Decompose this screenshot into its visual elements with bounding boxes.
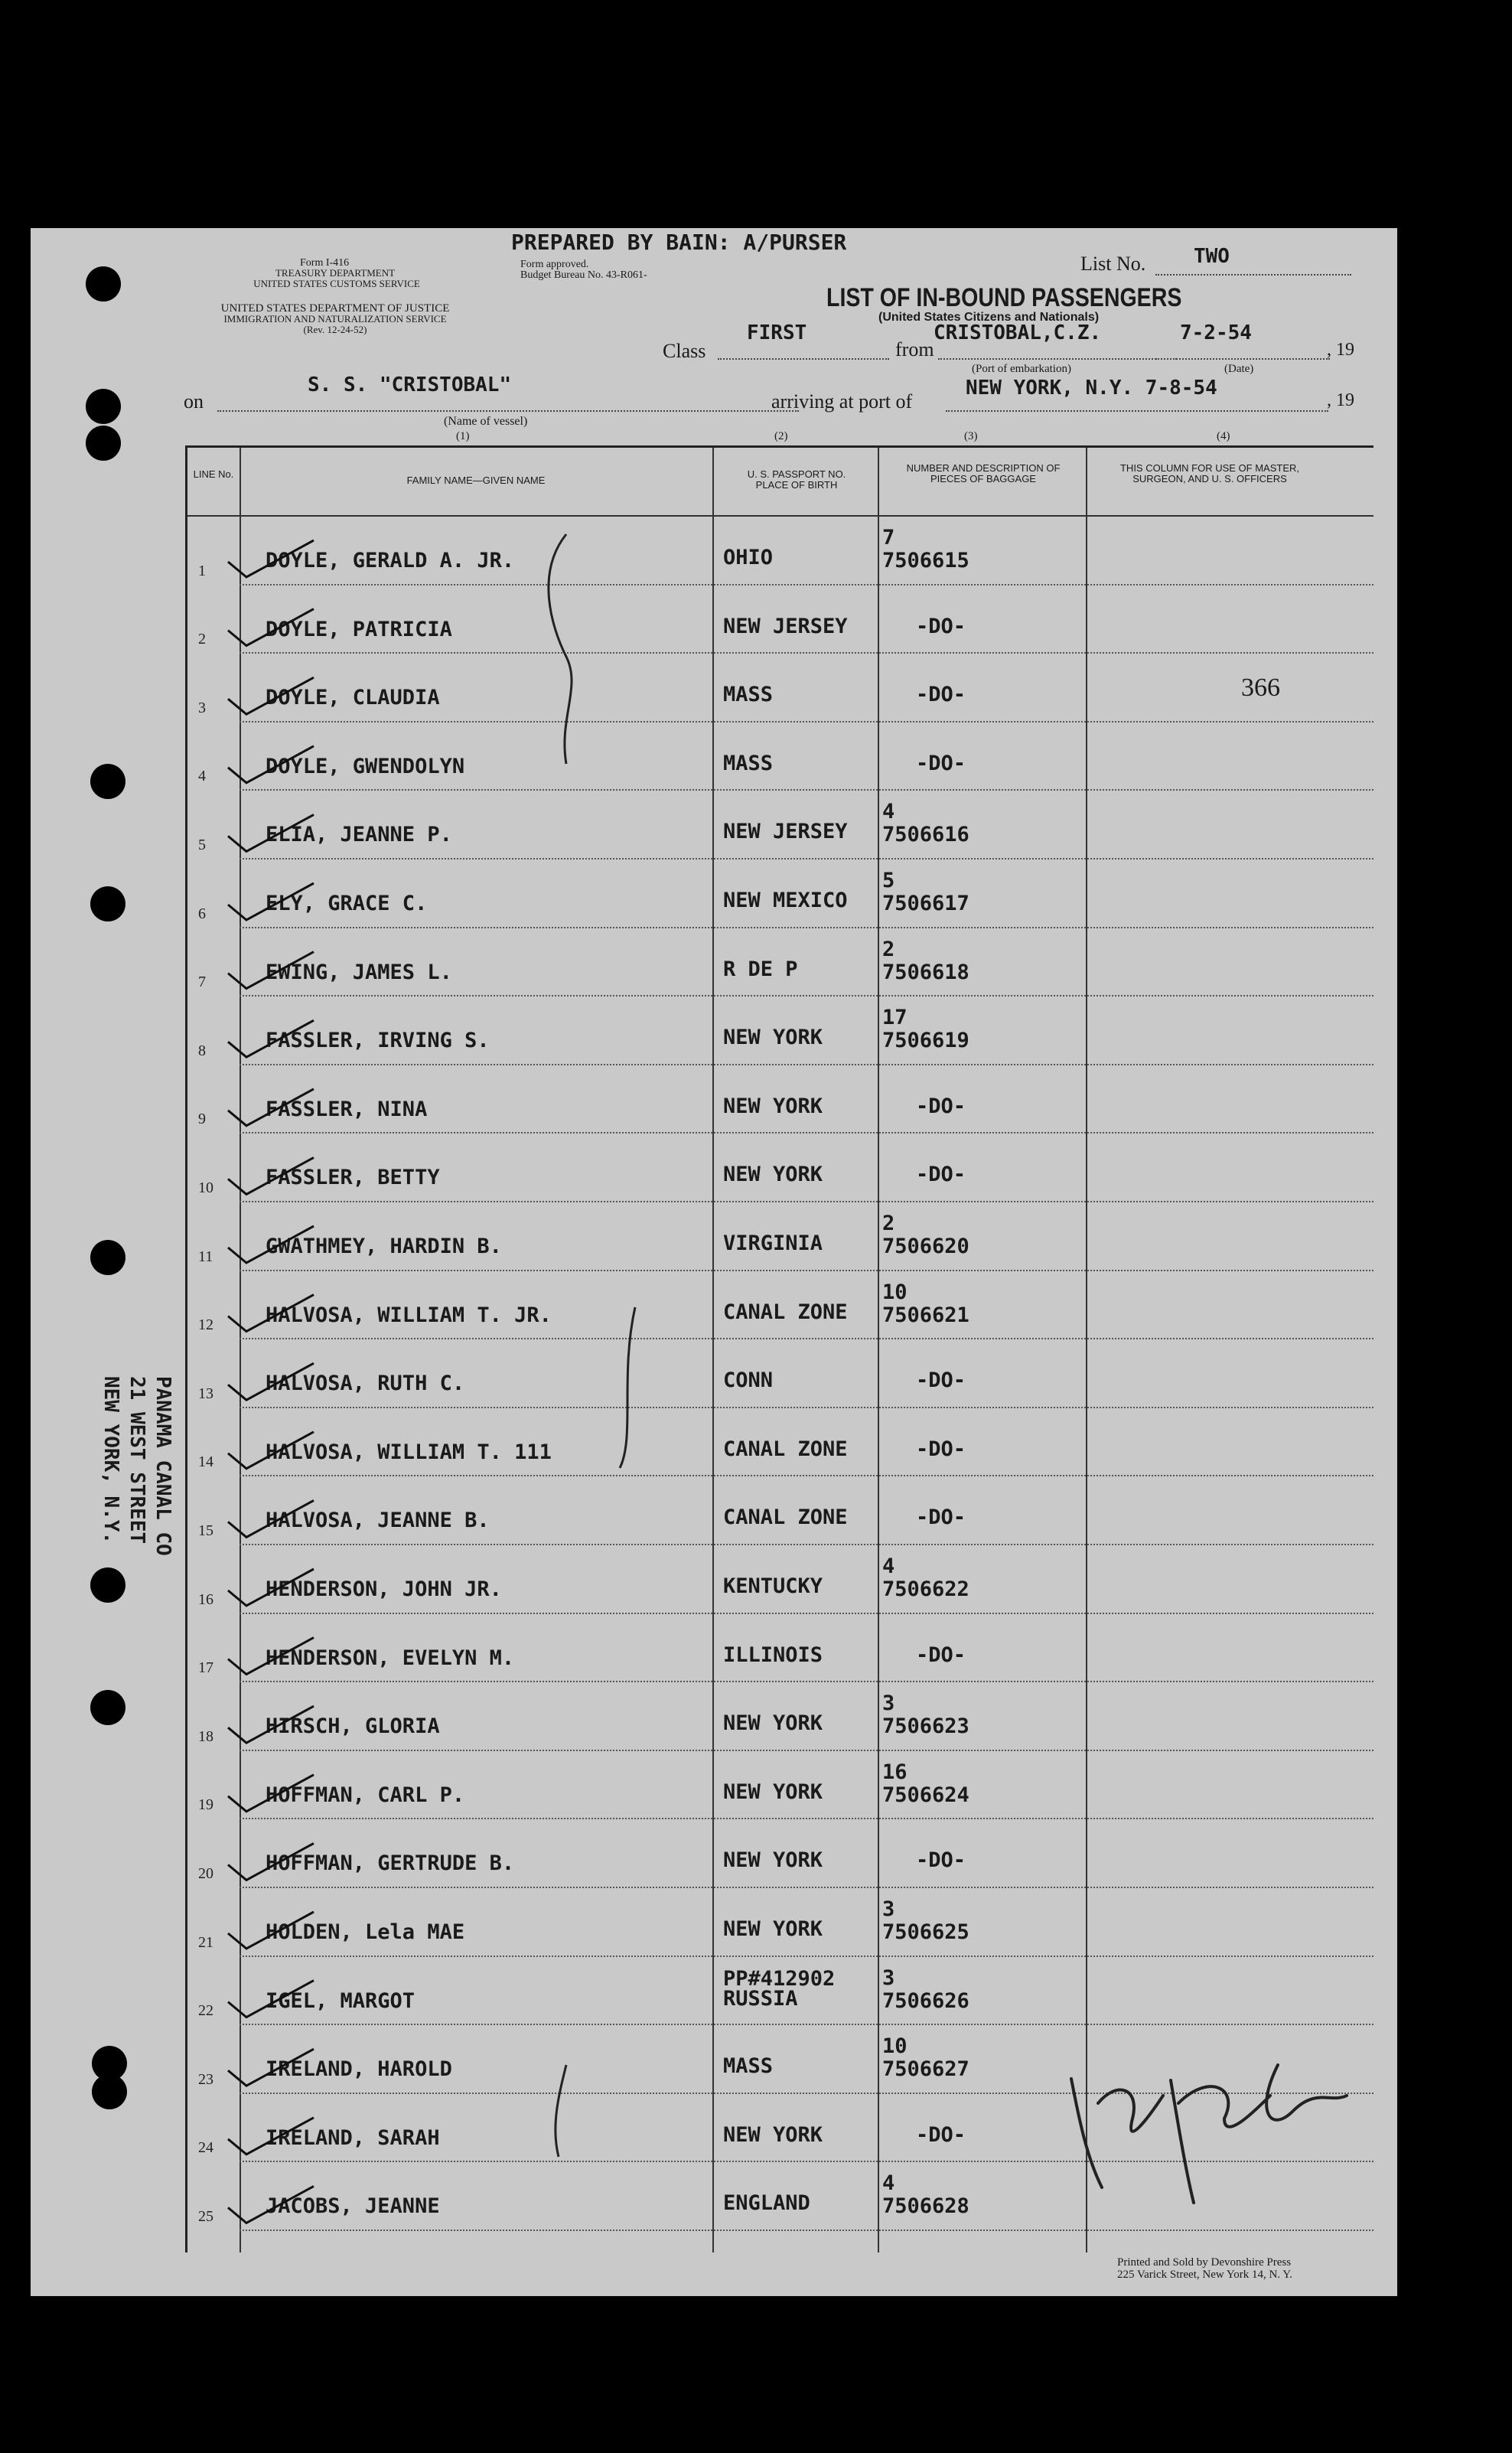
stamp-line: 21 WEST STREET: [125, 1376, 148, 1545]
baggage-number: -DO-: [916, 751, 966, 775]
place-of-birth: NEW YORK: [723, 1848, 823, 1873]
header-baggage: NUMBER AND DESCRIPTION OF PIECES OF BAGGAGE: [906, 462, 1061, 484]
baggage-number: 7506626: [882, 1988, 969, 2013]
check-mark: [228, 1363, 314, 1400]
line-number: 18: [198, 1727, 213, 1745]
baggage-count: 3: [882, 1965, 895, 1990]
baggage-count: 10: [882, 1280, 908, 1304]
line-number: 7: [198, 974, 206, 991]
baggage-number: 7506624: [882, 1783, 969, 1807]
manifest-page: [31, 228, 1397, 2296]
check-mark: [228, 1226, 314, 1263]
passenger-name: HENDERSON, JOHN JR.: [266, 1577, 502, 1601]
from-value: CRISTOBAL,C.Z.: [934, 321, 1102, 344]
check-mark: [228, 1912, 314, 1949]
check-mark: [228, 1843, 314, 1880]
line-number: 13: [198, 1385, 213, 1402]
form-approved: Form approved.: [520, 259, 589, 270]
passenger-name: DOYLE, CLAUDIA: [266, 686, 440, 710]
baggage-count: 3: [882, 1691, 895, 1716]
place-of-birth: NEW YORK: [723, 1711, 823, 1736]
place-of-birth: PP#412902 RUSSIA: [723, 1966, 836, 2011]
baggage-number: -DO-: [916, 614, 966, 638]
passenger-name: FASSLER, BETTY: [266, 1166, 440, 1190]
check-mark: [228, 1020, 314, 1057]
check-mark: [228, 1500, 314, 1537]
line-number: 12: [198, 1316, 213, 1334]
check-mark: [228, 2049, 314, 2086]
line-number: 10: [198, 1179, 213, 1196]
baggage-number: -DO-: [916, 683, 966, 707]
check-mark: [228, 952, 314, 989]
line-number: 9: [198, 1111, 206, 1128]
list-no-label: List No.: [1080, 253, 1146, 275]
check-mark: [228, 677, 314, 714]
class-label: Class: [663, 340, 706, 362]
baggage-number: 7506627: [882, 2057, 969, 2082]
line-number: 3: [198, 699, 206, 716]
baggage-number: 7506616: [882, 823, 969, 847]
place-of-birth: ILLINOIS: [723, 1642, 823, 1667]
form-subtitle: (United States Citizens and Nationals): [878, 311, 1100, 324]
place-of-birth: NEW YORK: [723, 1094, 823, 1118]
baggage-count: 10: [882, 2034, 908, 2059]
header-officers: THIS COLUMN FOR USE OF MASTER, SURGEON, AND U. S. OFFICERS: [1119, 462, 1299, 484]
place-of-birth: MASS: [723, 751, 774, 775]
check-mark: [228, 883, 314, 920]
line-number: 25: [198, 2208, 213, 2225]
header-name: FAMILY NAME—GIVEN NAME: [406, 475, 546, 486]
header-line-no: LINE No.: [193, 468, 234, 480]
line-number: 20: [198, 1865, 213, 1882]
baggage-number: -DO-: [916, 1368, 966, 1393]
passenger-name: GWATHMEY, HARDIN B.: [266, 1235, 502, 1258]
baggage-count: 5: [882, 869, 895, 892]
port-caption: (Port of embarkation): [972, 363, 1071, 375]
passenger-name: HOLDEN, Lela MAE: [266, 1920, 465, 1944]
dept-line: UNITED STATES DEPARTMENT OF JUSTICE: [220, 302, 450, 315]
baggage-number: -DO-: [916, 1094, 966, 1118]
passenger-name: IRELAND, HAROLD: [266, 2057, 452, 2082]
check-mark: [228, 746, 314, 783]
line-number: 15: [198, 1522, 213, 1539]
baggage-count: 3: [882, 1897, 895, 1921]
signature-and-checkmarks: [31, 228, 1397, 2296]
baggage-number: 7506618: [882, 960, 969, 984]
baggage-number: -DO-: [916, 1848, 966, 1873]
passenger-name: HALVOSA, WILLIAM T. JR.: [266, 1303, 552, 1327]
passenger-name: HALVOSA, WILLIAM T. 111: [266, 1440, 552, 1464]
baggage-number: 7506622: [882, 1577, 969, 1601]
line-number: 23: [198, 2070, 213, 2088]
passenger-name: DOYLE, GWENDOLYN: [266, 754, 465, 778]
from-label: from: [895, 338, 934, 360]
check-mark: [228, 1706, 314, 1743]
check-mark: [228, 609, 314, 646]
baggage-number: 7506617: [882, 892, 969, 915]
place-of-birth: VIRGINIA: [723, 1231, 823, 1255]
list-no-value: TWO: [1194, 245, 1230, 268]
baggage-count: 2: [882, 937, 895, 961]
check-mark: [228, 1157, 314, 1194]
dept-line: UNITED STATES CUSTOMS SERVICE: [253, 278, 420, 289]
line-number: 2: [198, 631, 206, 648]
place-of-birth: NEW YORK: [723, 2122, 823, 2147]
passenger-name: FASSLER, NINA: [266, 1097, 428, 1121]
check-mark: [228, 1638, 314, 1675]
line-number: 8: [198, 1042, 206, 1059]
arrival-value: NEW YORK, N.Y. 7-8-54: [966, 377, 1217, 400]
baggage-number: -DO-: [916, 1642, 966, 1667]
arriving-label: arriving at port of: [771, 390, 913, 413]
line-number: 5: [198, 837, 206, 853]
date-caption: (Date): [1224, 363, 1254, 375]
officer-annotation: 366: [1241, 674, 1280, 702]
line-number: 16: [198, 1590, 213, 1608]
passenger-name: HIRSCH, GLORIA: [266, 1714, 440, 1739]
passenger-name: ELY, GRACE C.: [266, 892, 428, 915]
baggage-count: 2: [882, 1212, 895, 1235]
place-of-birth: CANAL ZONE: [723, 1300, 848, 1324]
baggage-count: 4: [882, 2171, 895, 2196]
stamp-line: PANAMA CANAL CO: [152, 1376, 174, 1556]
check-mark: [228, 540, 314, 577]
passenger-name: HALVOSA, JEANNE B.: [266, 1509, 490, 1533]
baggage-number: -DO-: [916, 1163, 966, 1187]
line-number: 17: [198, 1659, 213, 1677]
line-number: 11: [198, 1248, 213, 1265]
line-number: 4: [198, 768, 206, 785]
place-of-birth: NEW YORK: [723, 1779, 823, 1804]
place-of-birth: R DE P: [723, 957, 798, 981]
check-mark: [228, 2186, 314, 2223]
col-number: (2): [774, 430, 788, 442]
passenger-name: DOYLE, PATRICIA: [266, 617, 452, 641]
passenger-name: FASSLER, IRVING S.: [266, 1029, 490, 1053]
dept-line: IMMIGRATION AND NATURALIZATION SERVICE: [223, 313, 447, 325]
class-value: FIRST: [747, 321, 807, 344]
place-of-birth: NEW YORK: [723, 1163, 823, 1187]
baggage-number: 7506619: [882, 1029, 969, 1053]
passenger-name: HOFFMAN, CARL P.: [266, 1783, 465, 1807]
line-number: 24: [198, 2139, 213, 2157]
baggage-number: 7506621: [882, 1303, 969, 1327]
passenger-name: HENDERSON, EVELYN M.: [266, 1646, 515, 1670]
place-of-birth: NEW YORK: [723, 1026, 823, 1050]
baggage-number: 7506625: [882, 1920, 969, 1944]
baggage-number: -DO-: [916, 1505, 966, 1530]
prepared-by: PREPARED BY BAIN: A/PURSER: [511, 230, 847, 255]
passenger-name: JACOBS, JEANNE: [266, 2194, 440, 2219]
embark-date: 7-2-54: [1180, 321, 1252, 344]
col-number: (4): [1217, 430, 1230, 442]
line-number: 14: [198, 1453, 213, 1471]
place-of-birth: MASS: [723, 683, 774, 707]
place-of-birth: NEW MEXICO: [723, 889, 848, 912]
baggage-count: 4: [882, 1554, 895, 1578]
baggage-number: 7506620: [882, 1235, 969, 1258]
place-of-birth: ENGLAND: [723, 2191, 810, 2216]
passenger-name: IRELAND, SARAH: [266, 2125, 440, 2150]
line-number: 1: [198, 562, 206, 579]
baggage-number: -DO-: [916, 2122, 966, 2147]
dept-line: TREASURY DEPARTMENT: [275, 267, 396, 279]
header-passport: U. S. PASSPORT NO. PLACE OF BIRTH: [747, 468, 846, 491]
passenger-name: IGEL, MARGOT: [266, 1988, 415, 2013]
place-of-birth: MASS: [723, 2054, 774, 2079]
passenger-name: EWING, JAMES L.: [266, 960, 452, 984]
budget-bureau: Budget Bureau No. 43-R061-: [520, 269, 647, 281]
stamp-line: NEW YORK, N.Y.: [99, 1376, 122, 1545]
on-label: on: [184, 390, 204, 413]
year-label: , 19: [1327, 340, 1354, 360]
baggage-count: 17: [882, 1006, 908, 1030]
line-number: 21: [198, 1933, 213, 1951]
baggage-count: 4: [882, 800, 895, 824]
dept-line: (Rev. 12-24-52): [303, 324, 367, 335]
check-mark: [228, 1569, 314, 1606]
place-of-birth: CANAL ZONE: [723, 1437, 848, 1461]
check-mark: [228, 1295, 314, 1332]
line-number: 22: [198, 2002, 213, 2020]
line-number: 6: [198, 905, 206, 922]
check-mark: [228, 1432, 314, 1469]
check-mark: [228, 1981, 314, 2018]
passenger-name: HOFFMAN, GERTRUDE B.: [266, 1851, 515, 1876]
place-of-birth: NEW JERSEY: [723, 614, 848, 638]
baggage-count: 7: [882, 526, 895, 550]
check-mark: [228, 1089, 314, 1126]
vessel-value: S. S. "CRISTOBAL": [308, 373, 512, 396]
place-of-birth: CONN: [723, 1368, 774, 1393]
year-label: , 19: [1327, 390, 1354, 410]
passenger-name: DOYLE, GERALD A. JR.: [266, 549, 515, 572]
place-of-birth: NEW YORK: [723, 1917, 823, 1941]
baggage-number: 7506615: [882, 549, 969, 572]
passenger-name: ELIA, JEANNE P.: [266, 823, 452, 847]
baggage-number: 7506623: [882, 1714, 969, 1739]
form-number: Form I-416: [300, 257, 350, 269]
baggage-number: -DO-: [916, 1437, 966, 1461]
baggage-count: 16: [882, 1760, 908, 1784]
passenger-name: HALVOSA, RUTH C.: [266, 1372, 465, 1396]
form-title: LIST OF IN-BOUND PASSENGERS: [826, 283, 1182, 312]
check-mark: [228, 814, 314, 851]
place-of-birth: CANAL ZONE: [723, 1505, 848, 1530]
col-number: (3): [964, 430, 978, 442]
col-number: (1): [456, 430, 470, 442]
printer-line: Printed and Sold by Devonshire Press: [1117, 2256, 1292, 2269]
check-mark: [228, 2118, 314, 2155]
printer-line: 225 Varick Street, New York 14, N. Y.: [1117, 2269, 1292, 2281]
baggage-number: 7506628: [882, 2194, 969, 2219]
line-number: 19: [198, 1796, 213, 1814]
check-mark: [228, 1775, 314, 1812]
vessel-caption: (Name of vessel): [444, 415, 528, 428]
place-of-birth: KENTUCKY: [723, 1574, 823, 1598]
place-of-birth: OHIO: [723, 546, 774, 569]
place-of-birth: NEW JERSEY: [723, 820, 848, 844]
